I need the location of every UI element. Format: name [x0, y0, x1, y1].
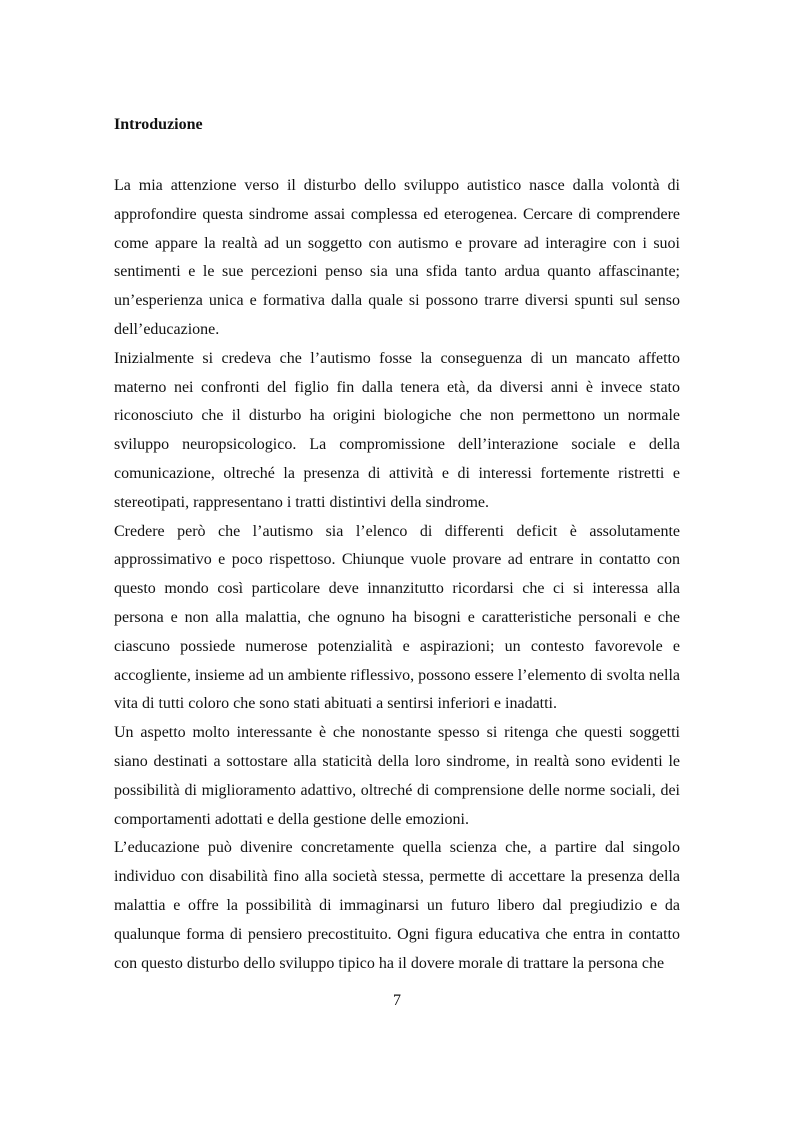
paragraph: Inizialmente si credeva che l’autismo fosse la conseguenza di un mancato affetto materno nei confronti del figlio fin dalla tenera età, da diversi anni è invece stato riconosciuto che il disturbo ha origini biologiche che non permettono un normale sviluppo neuropsicologico. La compromissione dell’interazione sociale e della comunicazione, oltreché la presenza di attività e di interessi fortemente ristretti e stereotipati, rappresentano i tratti distintivi della sindrome. [114, 349, 680, 511]
paragraph: Credere però che l’autismo sia l’elenco di differenti deficit è assolutamente approssimativo e poco rispettoso. Chiunque vuole provare ad entrare in contatto con questo mondo così particolare deve innanzitutto ricordarsi che ci si interessa alla persona e non alla malattia, che ognuno ha bisogni e caratteristiche personali e che ciascuno possiede numerose potenzialità e aspirazioni; un contesto favorevole e accogliente, insieme ad un ambiente riflessivo, possono essere l’elemento di svolta nella vita di tutti coloro che sono stati abituati a sentirsi inferiori e inadatti. [114, 522, 680, 713]
paragraph: Un aspetto molto interessante è che nonostante spesso si ritenga che questi soggetti siano destinati a sottostare alla staticità della loro sindrome, in realtà sono evidenti le possibilità di miglioramento adattivo, oltreché di comprensione delle norme sociali, dei comportamenti adottati e della gestione delle emozioni. [114, 724, 680, 828]
paragraph: La mia attenzione verso il disturbo dello sviluppo autistico nasce dalla volontà di approfondire questa sindrome assai complessa ed eterogenea. Cercare di comprendere come appare la realtà ad un soggetto con autismo e provare ad interagire con i suoi sentimenti e le sue percezioni penso sia una sfida tanto ardua quanto affascinante; un’esperienza unica e formativa dalla quale si possono trarre diversi spunti sul senso dell’educazione. [114, 177, 680, 338]
page-number: 7 [393, 992, 401, 1009]
paragraph: L’educazione può divenire concretamente quella scienza che, a partire dal singolo individuo con disabilità fino alla società stessa, permette di accettare la presenza della malattia e offre la possibilità di immaginarsi un futuro libero dal pregiudizio e da qualunque forma di pensiero precostituito. Ogni figura educativa che entra in contatto con questo disturbo dello sviluppo tipico ha il dovere morale di trattare la persona che [114, 839, 680, 972]
body-text [114, 172, 680, 978]
section-heading: Introduzione [114, 116, 203, 133]
